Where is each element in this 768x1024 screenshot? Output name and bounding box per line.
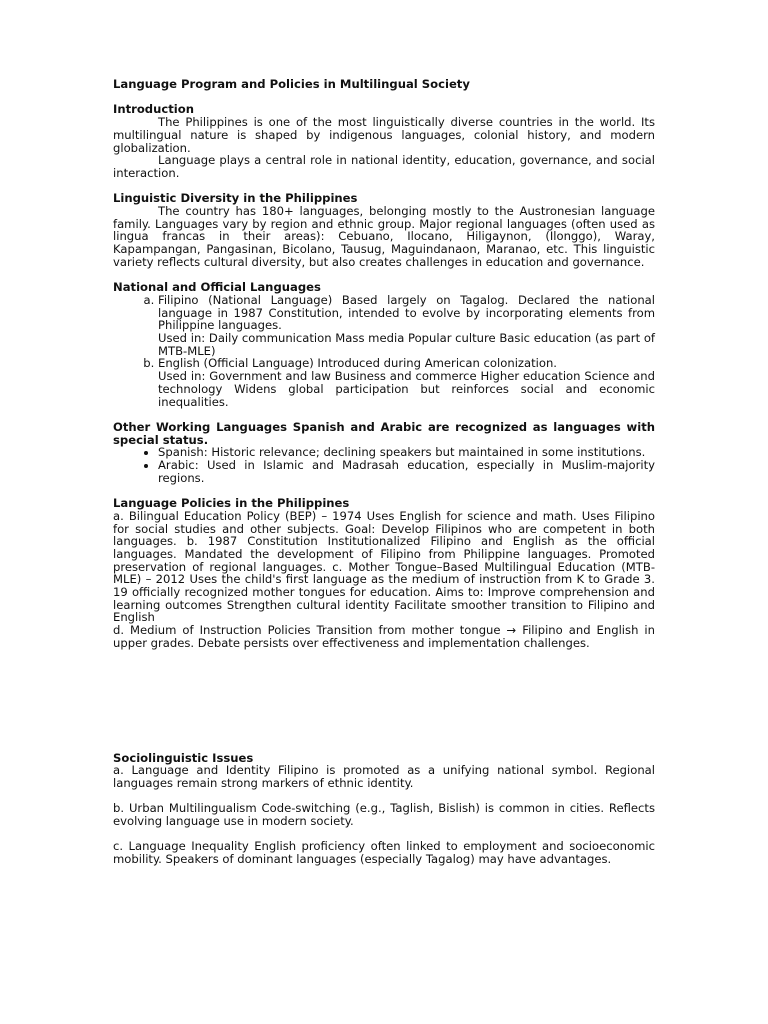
introduction-heading: Introduction (113, 102, 194, 117)
introduction-paragraph-1: The Philippines is one of the most linguistically diverse countries in the world. Its multilingual nature is shaped by indigenous languages, colonial history, and modern globalization. (113, 115, 655, 155)
national-languages-section (113, 281, 655, 408)
sociolinguistic-section (113, 752, 655, 866)
list-item-spanish: • Spanish: Historic relevance; declining speakers but maintained in some institutions. (158, 446, 655, 459)
other-languages-section (113, 421, 655, 485)
filipino-usage: Used in: Daily communication Mass media Popular culture Basic education (as part of MTB-MLE) (158, 331, 655, 358)
english-description: b. English (Official Language) Introduced during American colonization. (158, 356, 557, 371)
introduction-section (113, 103, 655, 179)
other-languages-list (113, 446, 655, 484)
diversity-paragraph: The country has 180+ languages, belonging mostly to the Austronesian language family. Languages vary by region and ethnic group. Major regional languages (often used as lingua francas in their areas): Cebuano, Ilocano, Hiligaynon, (Ilonggo), Waray, Kapampangan, Pangasinan, Bicolano, Tausug, Maguindanaon, Maranao, etc. This linguistic variety reflects cultural diversity, but also creates challenges in education and governance. (113, 204, 655, 269)
diversity-heading: Linguistic Diversity in the Philippines (113, 191, 358, 206)
policies-section (113, 497, 655, 649)
english-usage: Used in: Government and law Business and commerce Higher education Science and technology Widens global participation but reinforces social and economic inequalities. (158, 369, 655, 409)
other-languages-heading: Other Working Languages Spanish and Arabic are recognized as languages with special status. (113, 419, 655, 447)
national-languages-heading: National and Official Languages (113, 280, 321, 295)
policies-paragraph-2: d. Medium of Instruction Policies Transition from mother tongue → Filipino and English in upper grades. Debate persists over effectiveness and implementation challenges. (113, 623, 655, 650)
document-title: Language Program and Policies in Multilingual Society (113, 77, 470, 91)
page-blank-space (113, 650, 655, 752)
document-body (113, 78, 655, 866)
list-item-english (158, 357, 655, 408)
policies-heading: Language Policies in the Philippines (113, 496, 350, 511)
diversity-section (113, 192, 655, 268)
sociolinguistic-heading: Sociolinguistic Issues (113, 750, 254, 765)
national-languages-list (113, 294, 655, 408)
filipino-description: a. Filipino (National Language) Based largely on Tagalog. Declared the national language in 1987 Constitution, intended to evolve by incorporating elements from Philippine languages. (158, 292, 655, 333)
list-item-filipino (158, 294, 655, 358)
sociolinguistic-paragraph-c: c. Language Inequality English proficiency often linked to employment and socioeconomic mobility. Speakers of dominant languages (especially Tagalog) may have advantages. (113, 839, 655, 867)
sociolinguistic-paragraph-b: b. Urban Multilingualism Code-switching (e.g., Taglish, Bislish) is common in cities. Reflects evolving language use in modern society. (113, 801, 655, 829)
list-item-arabic: • Arabic: Used in Islamic and Madrasah education, especially in Muslim-majority regions. (158, 459, 655, 484)
policies-paragraph-1: a. Bilingual Education Policy (BEP) – 1974 Uses English for science and math. Uses Filipino for social studies and other subjects. Goal: Develop Filipinos who are competent in both languages. b. 1987 Constitution Institutionalized Filipino and English as the official languages. Mandated the development of Filipino from Philippine languages. Promoted preservation of regional languages. c. Mother Tongue–Based Multilingual Education (MTB-MLE) – 2012 Uses the child's first language as the medium of instruction from K to Grade 3. 19 officially recognized mother tongues for education. Aims to: Improve comprehension and learning outcomes Strengthen cultural identity Facilitate smoother transition to Filipino and English (113, 508, 655, 625)
sociolinguistic-paragraph-a: a. Language and Identity Filipino is promoted as a unifying national symbol. Regional languages remain strong markers of ethnic identity. (113, 763, 655, 790)
introduction-paragraph-2: Language plays a central role in national identity, education, governance, and social interaction. (113, 153, 655, 180)
